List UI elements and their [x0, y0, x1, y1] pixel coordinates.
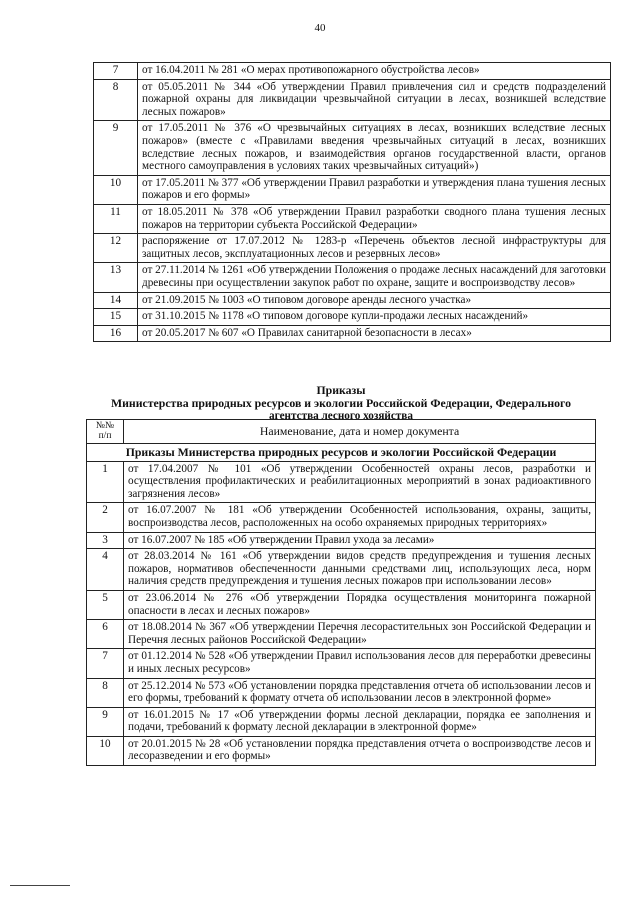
table-row	[87, 649, 596, 678]
section-heading-ministry: Министерства природных ресурсов и экологии Российской Федерации, Федерального	[110, 396, 572, 410]
document-title: от 27.11.2014 № 1261 «Об утверждении Положения о продаже лесных насаждений для заготовки древесины при осуществлении закупок работ по охране, защите и воспроизводству лесов»	[138, 263, 611, 292]
row-number: 10	[87, 736, 124, 765]
footnote-divider	[10, 885, 70, 886]
table-row	[94, 234, 611, 263]
document-title: от 16.07.2007 № 185 «Об утверждении Правил ухода за лесами»	[124, 532, 596, 549]
column-header-number: №№ п/п	[87, 420, 124, 444]
document-title: от 01.12.2014 № 528 «Об утверждении Правил использования лесов для переработки древесины и иных лесных ресурсов»	[124, 649, 596, 678]
row-number: 9	[87, 707, 124, 736]
table-row	[87, 707, 596, 736]
document-title: от 17.05.2011 № 376 «О чрезвычайных ситуациях в лесах, возникших вследствие лесных пожаров» (вместе с «Правилами введения чрезвычайных ситуаций в лесах, возникших вследствие лесных пожаров, и взаимодействия органов государственной власти, органов местного самоуправления в условиях таких чрезвычайных ситуаций»)	[138, 121, 611, 175]
section-title: Приказы Министерства природных ресурсов и экологии Российской Федерации	[87, 444, 596, 462]
row-number: 14	[94, 292, 138, 309]
document-title: от 28.03.2014 № 161 «Об утверждении видов средств предупреждения и тушения лесных пожаров, нормативов обеспеченности данными средствами лиц, использующих леса, норм наличия средств предупреждения и тушения лесных пожаров при использовании лесов»	[124, 549, 596, 591]
table-row	[87, 549, 596, 591]
row-number: 10	[94, 175, 138, 204]
row-number: 8	[87, 678, 124, 707]
row-number: 6	[87, 620, 124, 649]
document-title: распоряжение от 17.07.2012 № 1283-р «Перечень объектов лесной инфраструктуры для защитных лесов, эксплуатационных лесов и резервных лесов»	[138, 234, 611, 263]
table-row	[87, 532, 596, 549]
table-row	[94, 79, 611, 121]
table-header-row	[87, 420, 596, 444]
table-row	[87, 461, 596, 503]
document-title: от 20.05.2017 № 607 «О Правилах санитарной безопасности в лесах»	[138, 325, 611, 342]
document-title: от 20.01.2015 № 28 «Об установлении порядка представления отчета о воспроизводстве лесов и лесоразведении и его формы»	[124, 736, 596, 765]
document-title: от 18.05.2011 № 378 «Об утверждении Правил разработки сводного плана тушения лесных пожаров на территории субъекта Российской Федерации»	[138, 204, 611, 233]
row-number: 8	[94, 79, 138, 121]
row-number: 12	[94, 234, 138, 263]
document-title: от 25.12.2014 № 573 «Об установлении порядка представления отчета об использовании лесов и его формы, требований к формату отчета об использовании лесов в электронной форме»	[124, 678, 596, 707]
ministry-orders-table	[86, 419, 596, 766]
table-row	[87, 678, 596, 707]
row-number: 16	[94, 325, 138, 342]
row-number: 4	[87, 549, 124, 591]
page-number: 40	[314, 22, 326, 34]
row-number: 1	[87, 461, 124, 503]
document-title: от 23.06.2014 № 276 «Об утверждении Порядка осуществления мониторинга пожарной опасности в лесах и лесных пожаров»	[124, 590, 596, 619]
row-number: 11	[94, 204, 138, 233]
row-number: 3	[87, 532, 124, 549]
document-title: от 21.09.2015 № 1003 «О типовом договоре аренды лесного участка»	[138, 292, 611, 309]
section-heading-agency: агентства лесного хозяйства	[269, 410, 413, 422]
table-row	[94, 121, 611, 175]
table-row	[94, 325, 611, 342]
row-number: 13	[94, 263, 138, 292]
table-row	[87, 590, 596, 619]
row-number: 2	[87, 503, 124, 532]
document-title: от 17.05.2011 № 377 «Об утверждении Правил разработки и утверждения плана тушения лесных пожаров и его формы»	[138, 175, 611, 204]
row-number: 7	[94, 63, 138, 80]
document-title: от 16.07.2007 № 181 «Об утверждении Особенностей использования, охраны, защиты, воспроизводства лесов, расположенных на особо охраняемых природных территориях»	[124, 503, 596, 532]
section-row	[87, 444, 596, 462]
table-row	[94, 204, 611, 233]
table-row	[94, 263, 611, 292]
table-row	[87, 620, 596, 649]
row-number: 7	[87, 649, 124, 678]
document-title: от 05.05.2011 № 344 «Об утверждении Правил привлечения сил и средств подразделений пожарной охраны для ликвидации чрезвычайной ситуации в лесах, возникшей вследствие лесных пожаров»	[138, 79, 611, 121]
document-title: от 16.01.2015 № 17 «Об утверждении формы лесной декларации, порядка ее заполнения и подачи, требований к формату лесной декларации в электронной форме»	[124, 707, 596, 736]
table-row	[94, 175, 611, 204]
document-title: от 18.08.2014 № 367 «Об утверждении Перечня лесорастительных зон Российской Федерации и Перечня лесных районов Российской Федерации»	[124, 620, 596, 649]
document-title: от 31.10.2015 № 1178 «О типовом договоре купли-продажи лесных насаждений»	[138, 309, 611, 326]
column-header-document: Наименование, дата и номер документа	[124, 420, 596, 444]
row-number: 15	[94, 309, 138, 326]
document-title: от 17.04.2007 № 101 «Об утверждении Особенностей охраны лесов, разработки и осуществления профилактических и реабилитационных мероприятий в зонах радиоактивного загрязнения лесов»	[124, 461, 596, 503]
government-resolutions-table	[93, 62, 611, 342]
table-row	[94, 63, 611, 80]
table-row	[94, 292, 611, 309]
table-row	[87, 736, 596, 765]
row-number: 9	[94, 121, 138, 175]
section-heading-title: Приказы	[316, 383, 366, 397]
table-row	[87, 503, 596, 532]
row-number: 5	[87, 590, 124, 619]
document-title: от 16.04.2011 № 281 «О мерах противопожарного обустройства лесов»	[138, 63, 611, 80]
table-row	[94, 309, 611, 326]
